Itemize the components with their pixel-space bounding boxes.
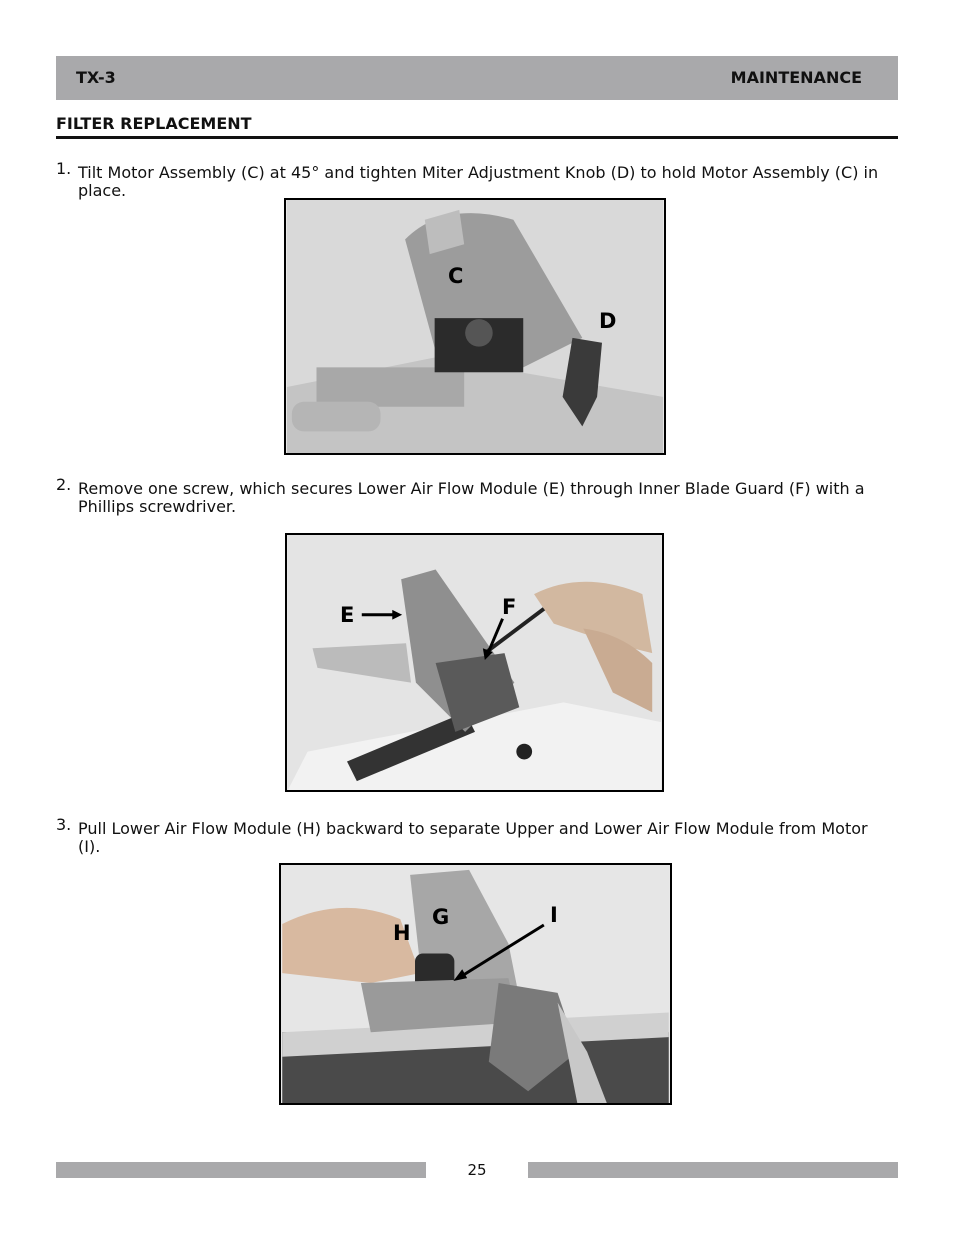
callout-i: I <box>550 903 558 927</box>
step-text: Remove one screw, which secures Lower Air Flow Module (E) through Inner Blade Guard (F) with a Phillips screwdriver. <box>78 479 865 516</box>
figure-3-photo <box>279 863 672 1105</box>
callout-e: E <box>340 603 355 627</box>
step-text: Tilt Motor Assembly (C) at 45° and tighten Miter Adjustment Knob (D) to hold Motor Assembly (C) in place. <box>78 163 879 200</box>
callout-g: G <box>432 905 450 929</box>
callout-d: D <box>599 309 617 333</box>
callout-f: F <box>502 595 517 619</box>
callout-c: C <box>448 264 464 288</box>
chapter-title: MAINTENANCE <box>730 68 862 87</box>
step-text: Pull Lower Air Flow Module (H) backward to separate Upper and Lower Air Flow Module from Motor (I). <box>78 819 868 856</box>
section-divider <box>56 136 898 139</box>
header-bar <box>56 56 898 100</box>
step-number: 2. <box>56 475 72 494</box>
section-title: FILTER REPLACEMENT <box>56 114 252 133</box>
step-number: 1. <box>56 159 72 178</box>
figure-2-photo <box>285 533 664 792</box>
model-name: TX-3 <box>76 68 116 87</box>
figure-2-illustration <box>287 535 662 790</box>
figure-3-illustration <box>281 865 670 1103</box>
callout-h: H <box>393 921 411 945</box>
page-number: 25 <box>467 1161 487 1179</box>
step-number: 3. <box>56 815 72 834</box>
